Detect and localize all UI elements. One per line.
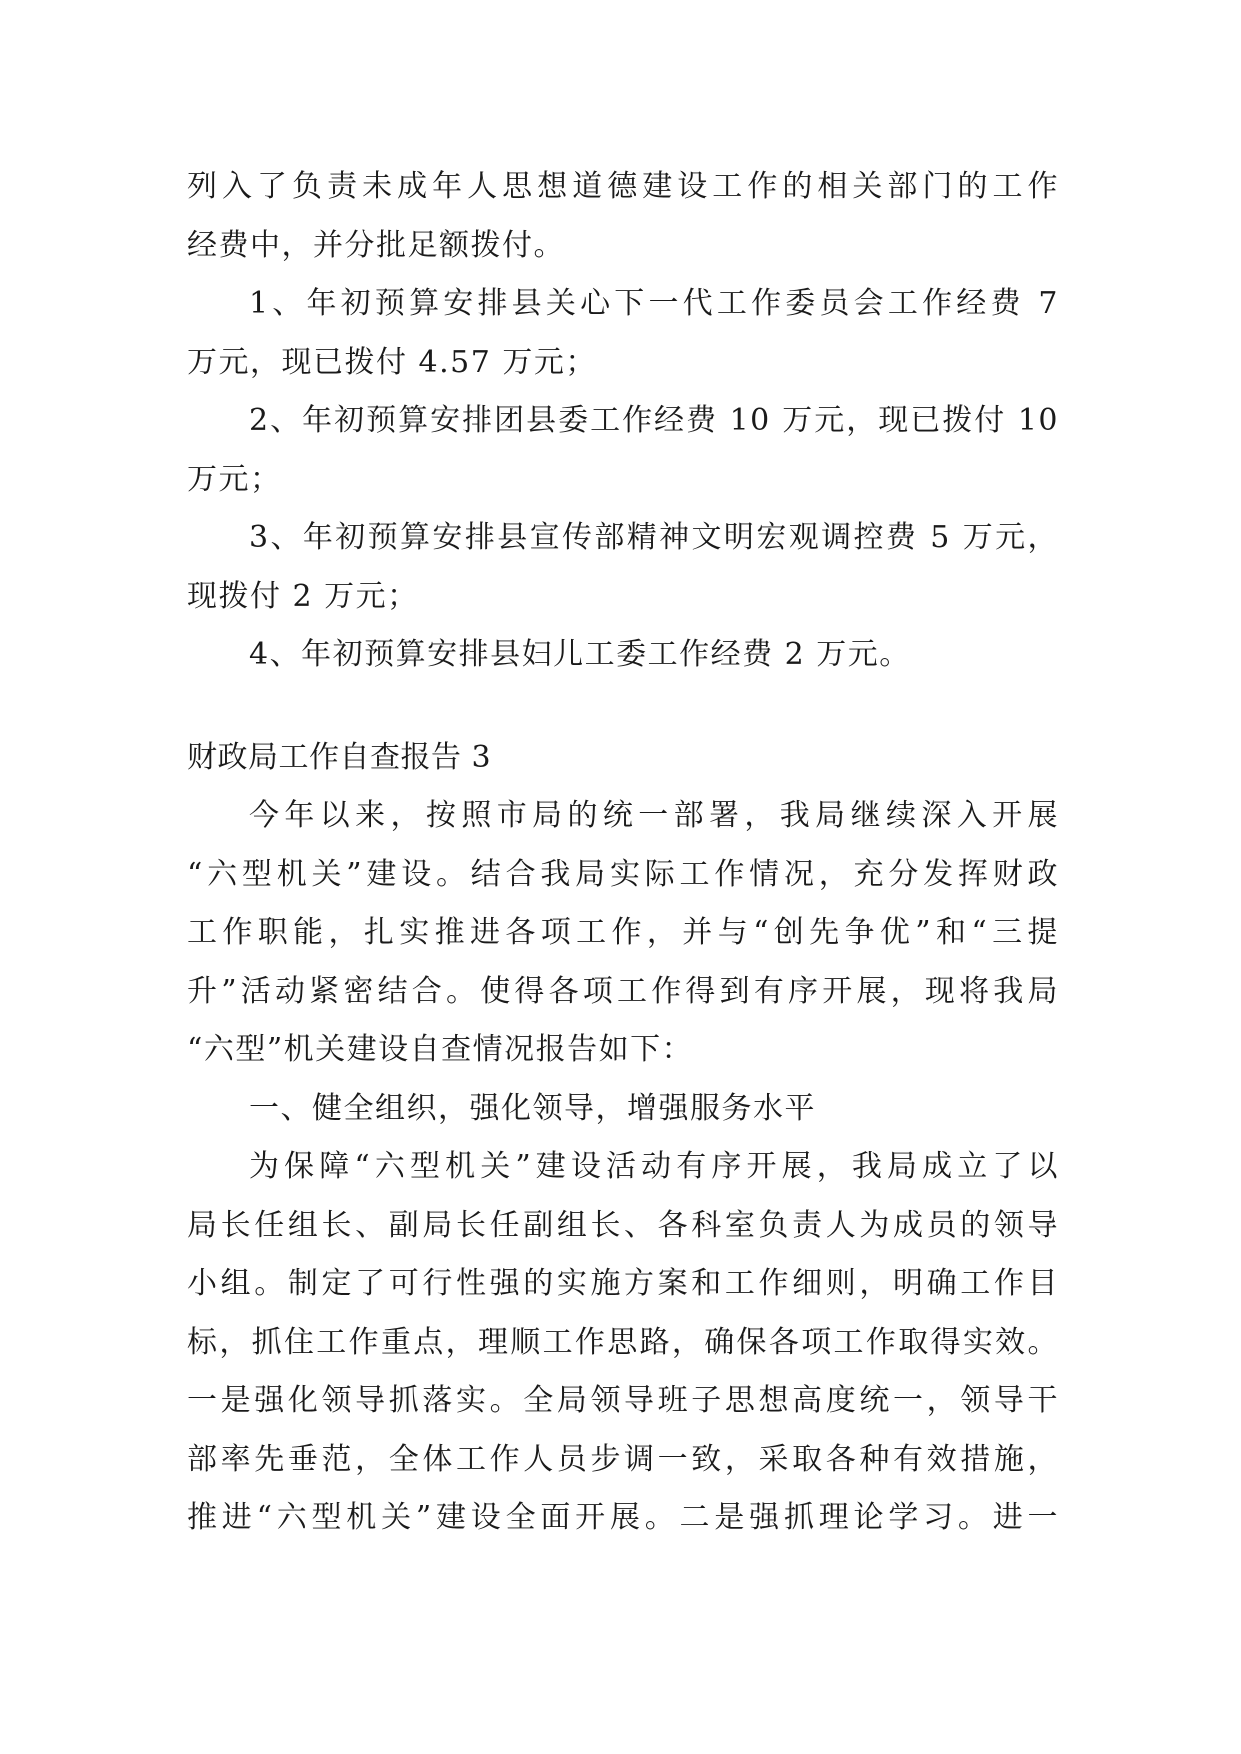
text-line: 今年以来，按照市局的统一部署，我局继续深入开展 bbox=[249, 798, 1059, 833]
text-line: “六型”机关建设自查情况报告如下： bbox=[187, 1032, 694, 1067]
text-line: 推进“六型机关”建设全面开展。二是强抓理论学习。进一 bbox=[187, 1500, 1059, 1535]
section-gap bbox=[187, 685, 1059, 729]
text-line: 一是强化领导抓落实。全局领导班子思想高度统一，领导干 bbox=[187, 1383, 1059, 1418]
text-line: 工作职能，扎实推进各项工作，并与“创先争优”和“三提 bbox=[187, 915, 1059, 950]
list-item: 1、年初预算安排县关心下一代工作委员会工作经费 7 bbox=[249, 286, 1059, 321]
text-line: “六型机关”建设。结合我局实际工作情况，充分发挥财政 bbox=[187, 856, 1059, 892]
section-title: 财政局工作自查报告 3 bbox=[187, 739, 492, 775]
list-item: 4、年初预算安排县妇儿工委工作经费 2 万元。 bbox=[249, 637, 911, 672]
list-item: 3、年初预算安排县宣传部精神文明宏观调控费 5 万元， bbox=[249, 520, 1059, 555]
document-page bbox=[187, 158, 1059, 1548]
text-line: 升”活动紧密结合。使得各项工作得到有序开展，现将我局 bbox=[187, 973, 1059, 1009]
text-line: 经费中，并分批足额拨付。 bbox=[187, 227, 565, 263]
text-line: 列入了负责未成年人思想道德建设工作的相关部门的工作 bbox=[187, 169, 1059, 204]
text-line: 小组。制定了可行性强的实施方案和工作细则，明确工作目 bbox=[187, 1266, 1059, 1301]
text-line: 万元； bbox=[187, 461, 282, 497]
text-line: 标，抓住工作重点，理顺工作思路，确保各项工作取得实效。 bbox=[187, 1324, 1059, 1360]
text-line: 现拨付 2 万元； bbox=[187, 578, 419, 614]
subsection-heading: 一、健全组织，强化领导，增强服务水平 bbox=[249, 1090, 816, 1126]
text-line: 部率先垂范，全体工作人员步调一致，采取各种有效措施， bbox=[187, 1441, 1059, 1477]
text-line: 为保障“六型机关”建设活动有序开展，我局成立了以 bbox=[249, 1149, 1059, 1184]
text-line: 万元，现已拨付 4.57 万元； bbox=[187, 344, 597, 380]
text-line: 局长任组长、副局长任副组长、各科室负责人为成员的领导 bbox=[187, 1207, 1059, 1243]
list-item: 2、年初预算安排团县委工作经费 10 万元，现已拨付 10 bbox=[249, 403, 1059, 438]
